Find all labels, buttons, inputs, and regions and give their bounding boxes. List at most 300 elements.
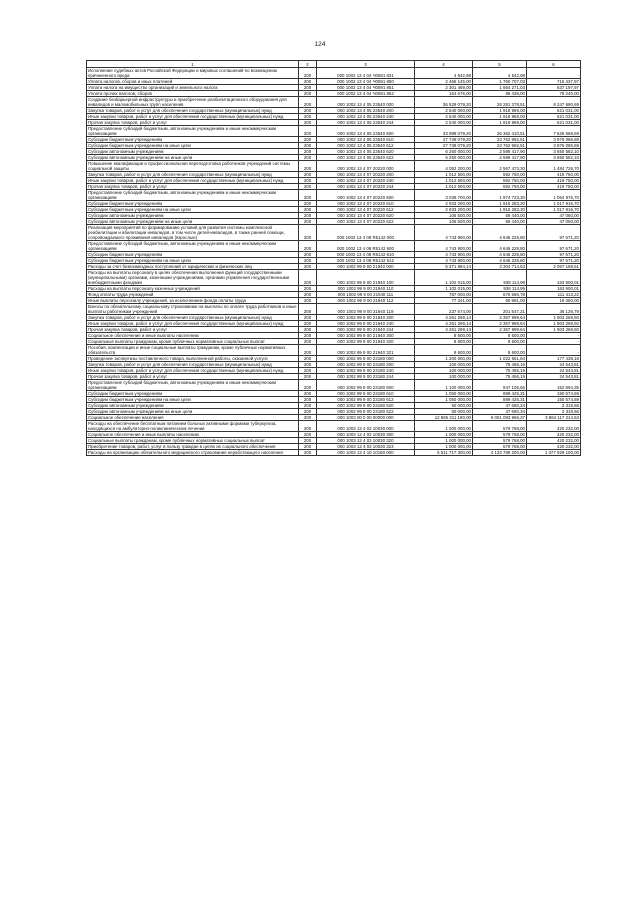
row-plan-cell: 4 052 200,00 xyxy=(415,161,473,172)
row-kbk-cell: 000 1002 99 9 00 23180 610 xyxy=(317,391,415,397)
row-done-cell: 938 114,99 xyxy=(473,270,527,286)
row-code-cell: 200 xyxy=(299,356,317,362)
row-plan-cell: 6 250 000,00 xyxy=(415,149,473,155)
row-code-cell: 200 xyxy=(299,415,317,421)
row-plan-cell: 8 600,00 xyxy=(415,345,473,356)
row-name-cell: Социальное обеспечение населения xyxy=(87,415,299,421)
row-name-cell: Уплата налога на имущество организаций и земельного налога xyxy=(87,85,299,91)
row-kbk-cell: 000 1002 13 4 05 23540 240 xyxy=(317,114,415,120)
row-left-cell: 420 232,00 xyxy=(527,432,581,438)
row-code-cell: 200 xyxy=(299,264,317,270)
row-kbk-cell: 000 1002 99 9 00 23180 612 xyxy=(317,397,415,403)
row-plan-cell: 27 739 079,20 xyxy=(415,137,473,143)
row-name-cell: Расходы на выплаты персоналу в целях обеспечения выполнения функций государственными (муниципальными) органами, казенными учреждениями, органами управления государственными внебюджетными фондами xyxy=(87,270,299,286)
row-left-cell: 1 377 929 100,00 xyxy=(527,450,581,456)
row-kbk-cell: 000 1003 12 4 10 10160 000 xyxy=(317,450,415,456)
row-left-cell: 47 060,00 xyxy=(527,213,581,219)
row-plan-cell: 5 511 717 300,00 xyxy=(415,450,473,456)
row-code-cell: 200 xyxy=(299,339,317,345)
row-done-cell: 592 750,00 xyxy=(473,172,527,178)
row-left-cell: 163 900,01 xyxy=(527,286,581,292)
row-kbk-cell: 000 1002 13 4 04 Ч0591 831 xyxy=(317,68,415,79)
row-code-cell: 200 xyxy=(299,120,317,126)
table-row xyxy=(87,270,581,286)
row-code-cell: 200 xyxy=(299,184,317,190)
row-done-cell: 3 304 714,63 xyxy=(473,264,527,270)
row-name-cell: Субсидии бюджетным учреждениям xyxy=(87,137,299,143)
row-kbk-cell: 000 1002 13 4 05 23540 244 xyxy=(317,120,415,126)
row-name-cell: Закупка товаров, работ и услуг для обеспечения государственных (муниципальных) нужд xyxy=(87,315,299,321)
row-done-cell: 60 981,00 xyxy=(473,298,527,304)
row-left-cell: 420 232,00 xyxy=(527,421,581,432)
row-left-cell: 1 903 269,50 xyxy=(527,321,581,327)
row-plan-cell: 1 000 000,00 xyxy=(415,421,473,432)
row-plan-cell: 4 743 900,00 xyxy=(415,225,473,241)
row-code-cell: 200 xyxy=(299,225,317,241)
row-left-cell: 8 247 690,69 xyxy=(527,97,581,108)
row-code-cell: 200 xyxy=(299,219,317,225)
row-done-cell: 579 768,00 xyxy=(473,421,527,432)
row-done-cell: 592 750,00 xyxy=(473,184,527,190)
row-plan-cell: 4 261 269,14 xyxy=(415,321,473,327)
row-name-cell: Приобретение товаров, работ, услуг в пользу граждан в целях их социального обеспечения xyxy=(87,444,299,450)
row-name-cell: Реализация мероприятий по формированию условий для развития системы комплексной реабилитации и абилитации инвалидов, в том числе детей-инвалидов, в также ранней помощи, сопровождаемого проживания инвалидов (взрослые) xyxy=(87,225,299,241)
table-row xyxy=(87,241,581,252)
row-name-cell: Иные закупки товаров, работ и услуг для обеспечения государственных (муниципальных) нужд xyxy=(87,178,299,184)
row-kbk-cell: 000 1002 13 4 07 20220 000 xyxy=(317,161,415,172)
row-done-cell: 1 974 723,30 xyxy=(473,190,527,201)
header-cell: 3 xyxy=(317,61,415,68)
row-code-cell: 200 xyxy=(299,213,317,219)
row-name-cell: Закупка товаров, работ и услуг для обеспечения государственных (муниципальных) нужд xyxy=(87,362,299,368)
row-kbk-cell: 000 1002 13 4 07 20220 622 xyxy=(317,219,415,225)
row-code-cell: 200 xyxy=(299,252,317,258)
row-done-cell: 579 768,00 xyxy=(473,432,527,438)
row-code-cell: 200 xyxy=(299,298,317,304)
row-plan-cell: 50 000,00 xyxy=(415,403,473,409)
row-name-cell: Иные закупки товаров, работ и услуг для обеспечения государственных (муниципальных) нужд xyxy=(87,321,299,327)
row-done-cell: 579 768,00 xyxy=(473,438,527,444)
row-code-cell: 200 xyxy=(299,292,317,298)
row-kbk-cell: 000 1002 99 9 00 21940 110 xyxy=(317,286,415,292)
row-name-cell: Иные закупки товаров, работ и услуг для обеспечения государственных (муниципальных) нужд xyxy=(87,114,299,120)
row-kbk-cell: 000 1002 99 9 00 23180 600 xyxy=(317,380,415,391)
row-done-cell: 4 646 228,80 xyxy=(473,225,527,241)
row-done-cell: 1 915 283,30 xyxy=(473,201,527,207)
row-name-cell: Социальное обеспечение и иные выплаты населению xyxy=(87,333,299,339)
row-kbk-cell: 000 1003 00 0 00 00000 000 xyxy=(317,415,415,421)
row-left-cell: 419 750,00 xyxy=(527,172,581,178)
row-plan-cell: 100 000,00 xyxy=(415,368,473,374)
row-left-cell: 163 900,01 xyxy=(527,270,581,286)
row-left-cell: 97 671,20 xyxy=(527,225,581,241)
row-kbk-cell: 000 1002 99 9 00 21940 111 xyxy=(317,292,415,298)
row-name-cell: Субсидии автономным учреждениям xyxy=(87,149,299,155)
row-left-cell: 24 543,81 xyxy=(527,368,581,374)
row-done-cell: 75 456,19 xyxy=(473,374,527,380)
row-name-cell: Иные закупки товаров, работ и услуг для обеспечения государственных (муниципальных) нужд xyxy=(87,368,299,374)
row-done-cell: 938 114,99 xyxy=(473,286,527,292)
row-plan-cell: 33 989 079,20 xyxy=(415,126,473,137)
row-code-cell: 200 xyxy=(299,380,317,391)
row-name-cell: Предоставление субсидий бюджетным, автономным учреждениям и иным некоммерческим организациям xyxy=(87,380,299,391)
row-left-cell: 24 543,81 xyxy=(527,374,581,380)
row-code-cell: 200 xyxy=(299,327,317,333)
row-name-cell: Расходы на выплаты персоналу казенных учреждений xyxy=(87,286,299,292)
row-name-cell: Субсидии бюджетным учреждениям xyxy=(87,252,299,258)
row-kbk-cell: 000 1002 13 4 08 R5142 612 xyxy=(317,258,415,264)
row-kbk-cell: 000 1002 13 4 07 20220 240 xyxy=(317,178,415,184)
row-plan-cell: 1 050 000,00 xyxy=(415,391,473,397)
row-left-cell: 420 232,00 xyxy=(527,438,581,444)
row-name-cell: Расходы на организацию обязательного медицинского страхования неработающего населения xyxy=(87,450,299,456)
row-plan-cell: 4 261 269,14 xyxy=(415,315,473,321)
row-name-cell: Иные выплаты персоналу учреждений, за исключением фонда оплаты труда xyxy=(87,298,299,304)
row-code-cell: 200 xyxy=(299,68,317,79)
row-name-cell: Закупка товаров, работ и услуг для обеспечения государственных (муниципальных) нужд xyxy=(87,108,299,114)
row-left-cell: 111 413,22 xyxy=(527,292,581,298)
row-plan-cell: 787 000,00 xyxy=(415,292,473,298)
row-plan-cell: 1 102 015,00 xyxy=(415,286,473,292)
row-done-cell: 4 646 228,80 xyxy=(473,252,527,258)
row-name-cell: Прочая закупка товаров, работ и услуг xyxy=(87,374,299,380)
row-kbk-cell: 000 1002 13 4 07 20220 600 xyxy=(317,190,415,201)
row-done-cell: 2 357 999,64 xyxy=(473,321,527,327)
row-plan-cell: 1 000 000,00 xyxy=(415,438,473,444)
row-plan-cell: 1 102 015,00 xyxy=(415,270,473,286)
row-done-cell: 899 425,31 xyxy=(473,391,527,397)
row-left-cell: 1 903 269,50 xyxy=(527,315,581,321)
header-cell: 1 xyxy=(87,61,299,68)
row-done-cell: 75 456,19 xyxy=(473,368,527,374)
row-left-cell: 621 031,00 xyxy=(527,114,581,120)
row-plan-cell: 1 050 000,00 xyxy=(415,397,473,403)
row-done-cell: 675 586,78 xyxy=(473,292,527,298)
row-name-cell: Субсидии автономным учреждениям xyxy=(87,403,299,409)
row-left-cell: 637 197,97 xyxy=(527,85,581,91)
row-name-cell: Прочая закупка товаров, работ и услуг xyxy=(87,184,299,190)
row-code-cell: 200 xyxy=(299,438,317,444)
row-done-cell: 1 664 271,03 xyxy=(473,85,527,91)
row-done-cell: 4 133 788 200,00 xyxy=(473,450,527,456)
row-plan-cell: 6 250 000,00 xyxy=(415,155,473,161)
row-left-cell: 24 543,81 xyxy=(527,362,581,368)
row-code-cell: 200 xyxy=(299,368,317,374)
row-code-cell: 200 xyxy=(299,172,317,178)
row-name-cell: Социальное обеспечение и иные выплаты населению xyxy=(87,432,299,438)
row-plan-cell: 4 542,98 xyxy=(415,68,473,79)
row-name-cell: Субсидии автономным учреждениям на иные цели xyxy=(87,219,299,225)
row-kbk-cell: 000 1002 99 9 00 23180 240 xyxy=(317,368,415,374)
row-code-cell: 200 xyxy=(299,149,317,155)
row-plan-cell: 100 000,00 xyxy=(415,362,473,368)
row-kbk-cell: 000 1002 13 4 05 23540 622 xyxy=(317,155,415,161)
row-code-cell: 200 xyxy=(299,126,317,137)
row-left-cell: - xyxy=(527,345,581,356)
row-done-cell: 2 357 999,64 xyxy=(473,327,527,333)
row-left-cell: 97 671,20 xyxy=(527,258,581,264)
table-row xyxy=(87,161,581,172)
row-kbk-cell: 000 1002 13 4 05 23540 620 xyxy=(317,149,415,155)
row-left-cell: 177 438,16 xyxy=(527,356,581,362)
row-name-cell: Субсидии бюджетным учреждениям на иные цели xyxy=(87,207,299,213)
row-kbk-cell: 000 1002 13 4 05 23540 000 xyxy=(317,97,415,108)
row-done-cell: 2 567 473,30 xyxy=(473,161,527,172)
row-plan-cell: 164 676,00 xyxy=(415,91,473,97)
row-code-cell: 200 xyxy=(299,450,317,456)
row-name-cell: Прочая закупка товаров, работ и услуг xyxy=(87,327,299,333)
row-done-cell: 4 542,98 xyxy=(473,68,527,79)
row-kbk-cell: 000 1003 12 4 02 10030 320 xyxy=(317,438,415,444)
row-name-cell: Субсидии бюджетным учреждениям на иные цели xyxy=(87,143,299,149)
row-done-cell: 9 001 093 966,37 xyxy=(473,415,527,421)
row-left-cell: - xyxy=(527,68,581,79)
row-left-cell: 3 650 582,10 xyxy=(527,149,581,155)
row-plan-cell: 2 933 200,00 xyxy=(415,207,473,213)
row-done-cell: 59 440,00 xyxy=(473,219,527,225)
row-done-cell: 8 600,00 xyxy=(473,345,527,356)
row-done-cell: 2 599 417,90 xyxy=(473,149,527,155)
row-code-cell: 200 xyxy=(299,207,317,213)
row-plan-cell: 8 600,00 xyxy=(415,333,473,339)
row-name-cell: Субсидии бюджетным учреждениям xyxy=(87,391,299,397)
row-plan-cell: 4 261 269,14 xyxy=(415,327,473,333)
row-left-cell: 97 671,20 xyxy=(527,241,581,252)
row-left-cell: - xyxy=(527,333,581,339)
row-name-cell: Предоставление субсидий бюджетным, автономным учреждениям и иным некоммерческим организациям xyxy=(87,190,299,201)
row-name-cell: Субсидии автономным учреждениям xyxy=(87,213,299,219)
row-name-cell: Расходы на обеспечение бесплатным питанием больных активными формами туберкулеза, находящихся на амбулаторно-поликлиническом лечении xyxy=(87,421,299,432)
row-plan-cell: 5 371 884,14 xyxy=(415,264,473,270)
row-code-cell: 200 xyxy=(299,114,317,120)
row-kbk-cell: 000 1002 13 4 05 23540 600 xyxy=(317,126,415,137)
page-number: 124 xyxy=(314,41,326,48)
row-plan-cell: 2 540 000,00 xyxy=(415,120,473,126)
row-code-cell: 200 xyxy=(299,270,317,286)
row-left-cell: 7 626 668,69 xyxy=(527,126,581,137)
row-plan-cell: 1 012 500,00 xyxy=(415,172,473,178)
row-done-cell: 59 440,00 xyxy=(473,213,527,219)
row-code-cell: 200 xyxy=(299,258,317,264)
row-kbk-cell: 000 1002 13 4 05 23540 610 xyxy=(317,137,415,143)
row-kbk-cell: 000 1002 99 9 00 21940 000 xyxy=(317,264,415,270)
table-row xyxy=(87,345,581,356)
row-done-cell: 592 750,00 xyxy=(473,178,527,184)
row-done-cell: 4 646 228,80 xyxy=(473,258,527,264)
row-left-cell: 621 031,00 xyxy=(527,120,581,126)
report-table xyxy=(86,60,581,456)
row-name-cell: Взносы по обязательному социальному страхованию на выплаты по оплате труда работников и иные выплаты работникам учреждений xyxy=(88,304,297,314)
row-code-cell: 200 xyxy=(299,79,317,85)
row-code-cell: 200 xyxy=(299,432,317,438)
row-done-cell: 86 436,00 xyxy=(473,91,527,97)
row-name-cell: Фонд оплаты труда учреждений xyxy=(87,292,299,298)
row-done-cell: 75 456,19 xyxy=(473,362,527,368)
row-plan-cell: 4 743 900,00 xyxy=(415,252,473,258)
row-kbk-cell: 000 1002 13 4 04 Ч0591 852 xyxy=(317,91,415,97)
row-kbk-cell: 000 1002 99 9 00 21940 119 xyxy=(317,304,415,315)
table-row xyxy=(87,421,581,432)
row-kbk-cell: 000 1002 13 4 08 R5142 600 xyxy=(317,241,415,252)
row-left-cell: 621 031,00 xyxy=(527,108,581,114)
row-left-cell: 150 574,69 xyxy=(527,391,581,397)
row-plan-cell: 2 540 000,00 xyxy=(415,114,473,120)
row-done-cell: 1 022 561,84 xyxy=(473,356,527,362)
row-plan-cell: 100 000,00 xyxy=(415,374,473,380)
row-kbk-cell: 000 1002 99 9 00 21940 200 xyxy=(317,315,415,321)
row-kbk-cell: 000 1003 12 4 02 10030 300 xyxy=(317,432,415,438)
row-code-cell: 200 xyxy=(299,362,317,368)
table-row xyxy=(87,68,581,79)
row-kbk-cell: 000 1002 99 9 00 23180 200 xyxy=(317,362,415,368)
row-left-cell: 152 894,35 xyxy=(527,380,581,391)
row-kbk-cell: 000 1002 13 4 08 R5142 610 xyxy=(317,252,415,258)
row-code-cell: 200 xyxy=(299,345,317,356)
row-name-cell: Исполнение судебных актов Российской Федерации и мировых соглашений по возмещению причиненного вреда xyxy=(87,68,299,79)
row-kbk-cell: 000 1002 13 4 07 20220 244 xyxy=(317,184,415,190)
row-plan-cell: 1 000 000,00 xyxy=(415,432,473,438)
row-plan-cell: 1 012 500,00 xyxy=(415,178,473,184)
row-done-cell: 4 646 228,80 xyxy=(473,241,527,252)
row-kbk-cell: 000 1002 13 4 04 Ч0591 850 xyxy=(317,79,415,85)
row-left-cell: 3 976 086,69 xyxy=(527,137,581,143)
row-name-cell: Социальные выплаты гражданам, кроме публичных нормативных социальных выплат xyxy=(87,339,299,345)
row-plan-cell: 106 500,00 xyxy=(415,219,473,225)
row-code-cell: 200 xyxy=(299,321,317,327)
table-row xyxy=(87,380,581,391)
row-name-cell: Закупка товаров, работ и услуг для обеспечения государственных (муниципальных) нужд xyxy=(87,172,299,178)
row-kbk-cell: 000 1002 99 9 00 23180 000 xyxy=(317,356,415,362)
row-done-cell: 1 918 969,00 xyxy=(473,108,527,114)
row-left-cell: 97 671,20 xyxy=(527,252,581,258)
table-header-row xyxy=(87,61,581,68)
row-code-cell: 200 xyxy=(299,374,317,380)
row-plan-cell: 237 674,00 xyxy=(415,304,473,315)
row-left-cell: 420 232,00 xyxy=(527,444,581,450)
row-code-cell: 200 xyxy=(299,201,317,207)
row-code-cell: 200 xyxy=(299,190,317,201)
row-kbk-cell: 000 1002 99 9 00 21940 321 xyxy=(317,345,415,356)
row-kbk-cell: 000 1002 99 9 00 21940 320 xyxy=(317,339,415,345)
row-code-cell: 200 xyxy=(299,286,317,292)
header-cell: 5 xyxy=(473,61,527,68)
row-done-cell: 947 105,65 xyxy=(473,380,527,391)
row-code-cell: 200 xyxy=(299,409,317,415)
table-row xyxy=(87,450,581,456)
row-done-cell: 26 362 410,51 xyxy=(473,126,527,137)
row-done-cell: 1 918 969,00 xyxy=(473,120,527,126)
row-plan-cell: 2 933 200,00 xyxy=(415,201,473,207)
row-plan-cell: 4 743 900,00 xyxy=(415,241,473,252)
row-plan-cell: 1 200 000,00 xyxy=(415,356,473,362)
row-kbk-cell: 000 1002 13 4 05 23540 612 xyxy=(317,143,415,149)
row-left-cell: 2 067 169,51 xyxy=(527,264,581,270)
row-done-cell: 8 600,00 xyxy=(473,333,527,339)
table-row xyxy=(87,304,581,315)
row-name-cell: Предоставление субсидий бюджетным, автономным учреждениям и иным некоммерческим организациям xyxy=(87,126,299,137)
row-name-cell: Проведение экспертизы поставленного товара, выполненной работы, оказанной услуги xyxy=(87,356,299,362)
table-row xyxy=(87,97,581,108)
row-name-cell: Повышение квалификации и профессиональная переподготовка работников учреждений системы социальной защиты xyxy=(87,161,299,172)
row-name-cell: Пособия, компенсации и иные социальные выплаты гражданам, кроме публичных нормативных обязательств xyxy=(87,345,299,356)
row-code-cell: 200 xyxy=(299,91,317,97)
row-kbk-cell: 000 1002 13 4 08 R5142 000 xyxy=(317,225,415,241)
row-left-cell: 1 017 916,70 xyxy=(527,207,581,213)
row-kbk-cell: 000 1003 12 4 02 10030 000 xyxy=(317,421,415,432)
row-kbk-cell: 000 1002 99 9 00 21940 300 xyxy=(317,333,415,339)
table-row xyxy=(87,126,581,137)
row-plan-cell: 50 000,00 xyxy=(415,409,473,415)
row-code-cell: 200 xyxy=(299,333,317,339)
row-kbk-cell: 000 1002 13 4 07 20220 612 xyxy=(317,207,415,213)
row-kbk-cell: 000 1002 13 4 04 Ч0591 851 xyxy=(317,85,415,91)
row-kbk-cell: 000 1002 13 4 07 20220 620 xyxy=(317,213,415,219)
row-name-cell: Субсидии автономным учреждениям на иные цели xyxy=(87,155,299,161)
row-left-cell: 1 903 269,50 xyxy=(527,327,581,333)
row-code-cell: 200 xyxy=(299,85,317,91)
row-left-cell: 2 319,66 xyxy=(527,403,581,409)
row-done-cell: 1 918 969,00 xyxy=(473,114,527,120)
row-code-cell: 200 xyxy=(299,397,317,403)
row-name-cell: Уплата прочих налогов, сборов xyxy=(87,91,299,97)
row-left-cell: 3 976 086,69 xyxy=(527,143,581,149)
row-kbk-cell: 000 1002 99 9 00 23180 244 xyxy=(317,374,415,380)
row-done-cell: 47 680,34 xyxy=(473,409,527,415)
row-left-cell: 78 240,00 xyxy=(527,91,581,97)
row-code-cell: 200 xyxy=(299,161,317,172)
row-done-cell: 201 547,21 xyxy=(473,304,527,315)
row-done-cell: 2 599 417,90 xyxy=(473,155,527,161)
row-kbk-cell: 000 1002 99 9 00 21940 100 xyxy=(317,270,415,286)
row-name-cell: Уплата налогов, сборов и иных платежей xyxy=(87,79,299,85)
row-code-cell: 200 xyxy=(299,108,317,114)
row-done-cell: 579 768,00 xyxy=(473,444,527,450)
row-plan-cell: 2 540 000,00 xyxy=(415,108,473,114)
row-done-cell: 899 425,31 xyxy=(473,397,527,403)
row-done-cell: 1 750 707,03 xyxy=(473,79,527,85)
row-left-cell: 419 750,00 xyxy=(527,178,581,184)
row-plan-cell: 8 600,00 xyxy=(415,339,473,345)
row-code-cell: 200 xyxy=(299,444,317,450)
row-name-cell: Предоставление субсидий бюджетным, автономным учреждениям и иным некоммерческим организациям xyxy=(87,241,299,252)
row-left-cell: - xyxy=(527,339,581,345)
row-plan-cell: 1 000 000,00 xyxy=(415,444,473,450)
row-code-cell: 200 xyxy=(299,155,317,161)
row-done-cell: 28 281 378,51 xyxy=(473,97,527,108)
row-left-cell: 2 319,66 xyxy=(527,409,581,415)
row-kbk-cell: 000 1003 12 4 02 10030 323 xyxy=(317,444,415,450)
row-name-cell: Создание безбарьерной инфраструктуры и приобретение реабилитационного оборудования для инвалидов и маломобильных групп населения xyxy=(87,97,299,108)
row-left-cell: 1 017 916,70 xyxy=(527,201,581,207)
row-plan-cell: 36 529 079,20 xyxy=(415,97,473,108)
row-plan-cell: 2 301 469,00 xyxy=(415,85,473,91)
row-left-cell: 150 574,69 xyxy=(527,397,581,403)
row-name-cell: Субсидии бюджетным учреждениям на иные цели xyxy=(87,258,299,264)
row-code-cell: 200 xyxy=(299,143,317,149)
row-code-cell: 200 xyxy=(299,304,317,315)
row-kbk-cell: 000 1002 99 9 00 21940 240 xyxy=(317,321,415,327)
row-code-cell: 200 xyxy=(299,137,317,143)
row-code-cell: 200 xyxy=(299,391,317,397)
row-kbk-cell: 000 1002 13 4 07 20220 610 xyxy=(317,201,415,207)
header-cell: 4 xyxy=(415,61,473,68)
row-name-cell: Субсидии бюджетным учреждениям xyxy=(87,201,299,207)
row-name-cell: Субсидии бюджетным учреждениям на иные цели xyxy=(87,397,299,403)
row-code-cell: 200 xyxy=(299,315,317,321)
row-code-cell: 200 xyxy=(299,421,317,432)
header-cell: 2 xyxy=(299,61,317,68)
row-left-cell: 3 650 582,10 xyxy=(527,155,581,161)
